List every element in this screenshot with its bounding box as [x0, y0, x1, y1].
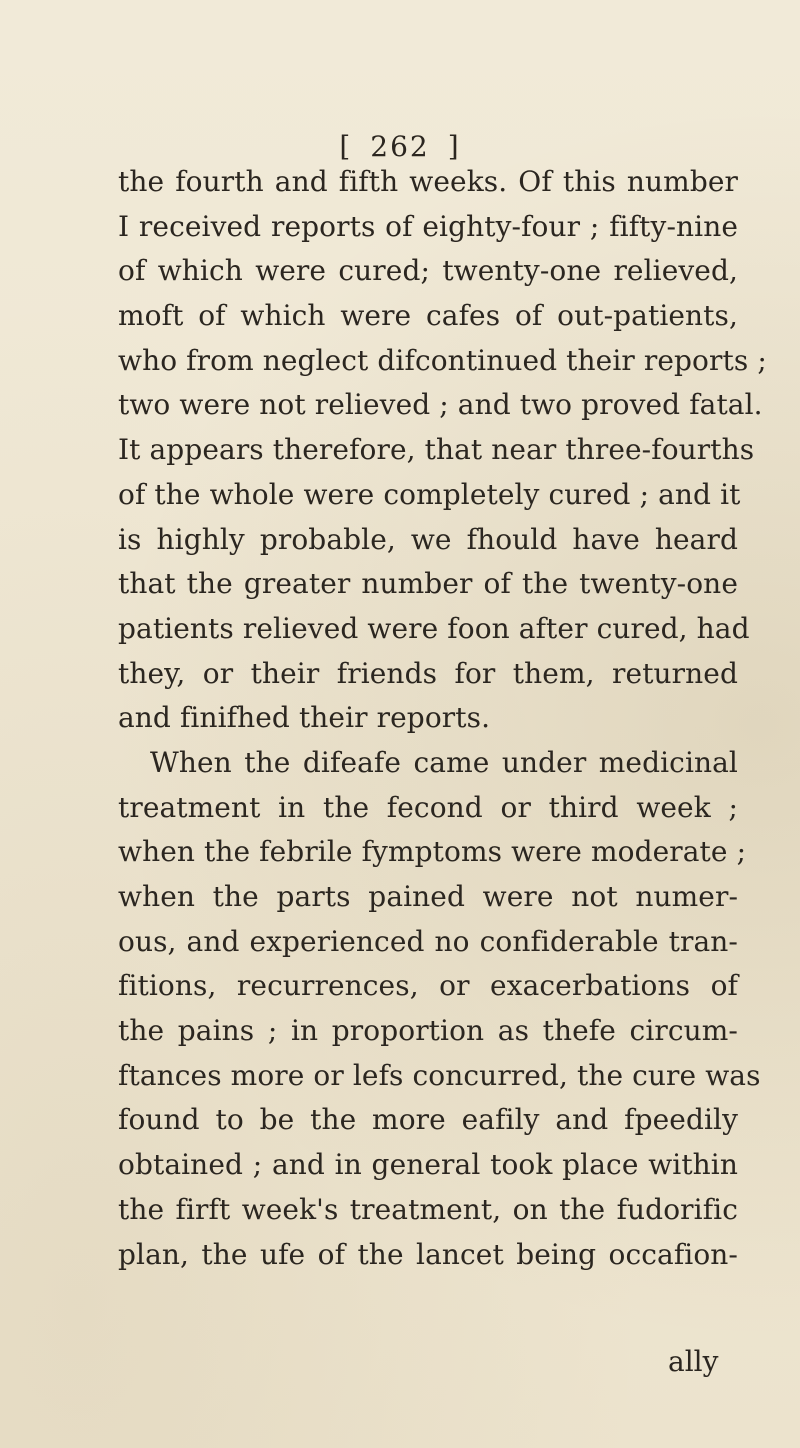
text-line: moft of which were cafes of out-patients, — [118, 299, 738, 333]
text-line: It appears therefore, that near three-fourths — [118, 433, 755, 467]
text-line: two were not relieved ; and two proved fatal. — [118, 388, 763, 422]
page-number: 262 — [370, 130, 430, 163]
text-line: is highly probable, we fhould have heard — [118, 522, 738, 556]
text-line: who from neglect difcontinued their reports ; — [118, 343, 767, 377]
text-line: when the febrile fymptoms were moderate ; — [118, 835, 747, 869]
text-line: ftances more or lefs concurred, the cure was — [118, 1058, 761, 1092]
text-line: of the whole were completely cured ; and it — [118, 477, 741, 511]
text-line: the firft week's treatment, on the fudorific — [118, 1192, 738, 1226]
text-line: the pains ; in proportion as thefe circum- — [118, 1014, 738, 1048]
text-line: of which were cured; twenty-one relieved, — [118, 254, 738, 288]
header-bracket-open: [ — [339, 130, 353, 163]
text-line: that the greater number of the twenty-one — [118, 567, 738, 601]
text-line: ous, and experienced no confiderable tran- — [118, 924, 738, 958]
text-line: plan, the ufe of the lancet being occafion- — [118, 1237, 738, 1271]
catchword: ally — [668, 1345, 719, 1378]
paragraph-end-line: and finifhed their reports. — [118, 701, 491, 735]
body-text — [118, 160, 767, 1277]
text-line: fitions, recurrences, or exacerbations of — [118, 969, 738, 1003]
paragraph-start-line: When the difeafe came under medicinal — [150, 745, 738, 779]
page-header — [0, 130, 800, 163]
text-line: when the parts pained were not numer- — [118, 880, 738, 913]
text-line: found to be the more eafily and fpeedily — [118, 1103, 738, 1137]
text-line: obtained ; and in general took place within — [118, 1148, 738, 1182]
header-bracket-close: ] — [447, 130, 461, 163]
text-line: patients relieved were foon after cured, had — [118, 611, 750, 645]
text-line: treatment in the fecond or third week ; — [118, 790, 738, 824]
text-line: I received reports of eighty-four ; fifty-nine — [118, 209, 738, 243]
text-line: they, or their friends for them, returned — [118, 656, 738, 690]
text-line: the fourth and fifth weeks. Of this number — [118, 165, 738, 198]
